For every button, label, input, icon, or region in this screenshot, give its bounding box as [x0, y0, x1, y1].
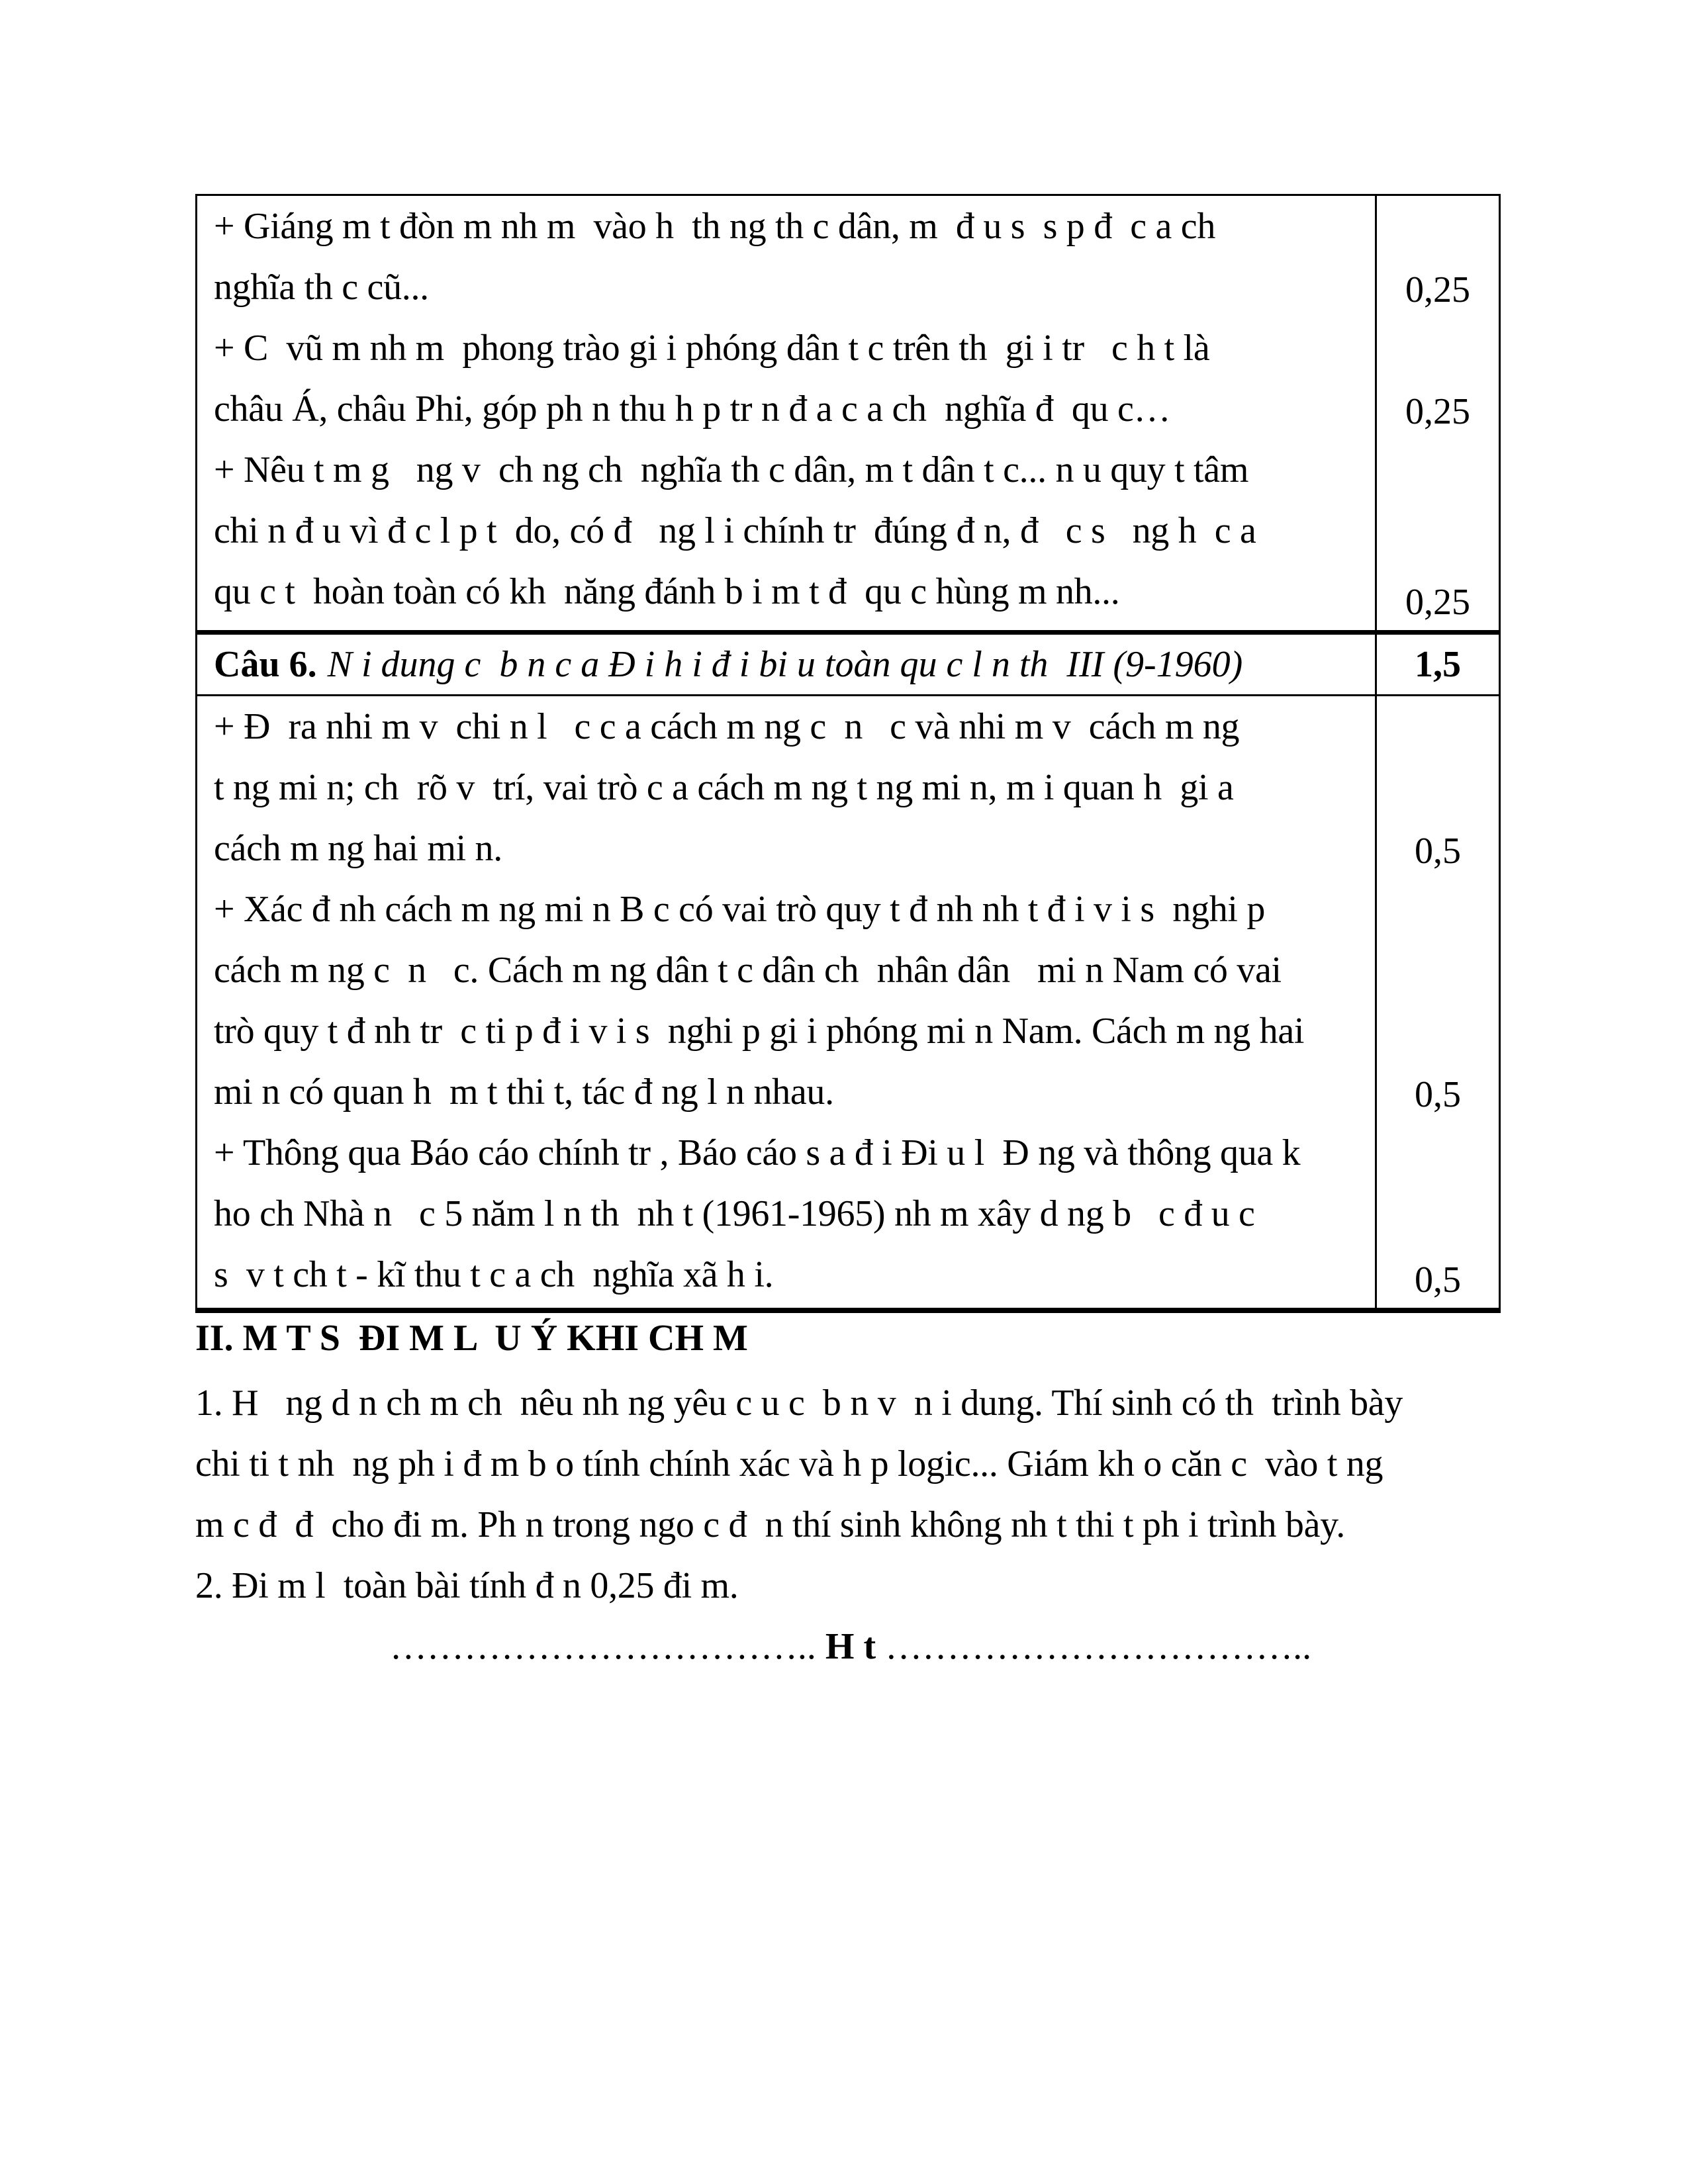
score-cell [1375, 696, 1499, 879]
answer-line: + Thông qua Báo cáo chính tr , Báo cáo s a đ i Đi u l Đ ng và thông qua k [214, 1132, 1301, 1173]
answer-text-cell [197, 1122, 1375, 1308]
answer-line: + C vũ m nh m phong trào gi i phóng dân t c trên th gi i tr c h t là [214, 328, 1210, 369]
grading-notes-section [195, 1312, 1506, 1677]
answer-line: trò quy t đ nh tr c ti p đ i v i s nghi p gi i phóng mi n Nam. Cách m ng hai [214, 1011, 1305, 1052]
question-total-score: 1,5 [1415, 644, 1461, 685]
answer-line: + Đ ra nhi m v chi n l c c a cách m ng c n c và nhi m v cách m ng [214, 706, 1240, 747]
score-value: 0,25 [1405, 582, 1470, 623]
question-header-row [197, 630, 1499, 696]
answer-line: châu Á, châu Phi, góp ph n thu h p tr n đ a c a ch nghĩa đ qu c… [214, 388, 1171, 430]
score-cell [1375, 439, 1499, 630]
score-value: 0,25 [1405, 391, 1470, 432]
score-cell [1375, 635, 1499, 694]
answer-text-cell [197, 879, 1375, 1122]
dots-left: …………………………….. [389, 1626, 816, 1667]
note-line: chi ti t nh ng ph i đ m b o tính chính xác và h p logic... Giám kh o căn c vào t ng [195, 1443, 1383, 1484]
score-cell [1375, 318, 1499, 439]
note-line: 2. Đi m l toàn bài tính đ n 0,25 đi m. [195, 1565, 739, 1606]
table-row [197, 1122, 1499, 1308]
answer-line: nghĩa th c cũ... [214, 267, 429, 308]
score-value: 0,5 [1415, 1074, 1461, 1115]
answer-text-cell [197, 439, 1375, 630]
score-value: 0,5 [1415, 831, 1461, 872]
answer-line: + Nêu t m g ng v ch ng ch nghĩa th c dân, m t dân t c... n u quy t tâm [214, 449, 1249, 490]
question-header-cell [197, 635, 1375, 694]
question-number: Câu 6. [214, 644, 317, 685]
answer-line: cách m ng c n c. Cách m ng dân t c dân ch nhân dân mi n Nam có vai [214, 950, 1282, 991]
score-cell [1375, 196, 1499, 318]
question-title: N i dung c b n c a Đ i h i đ i bi u toàn qu c l n th III (9-1960) [327, 644, 1243, 685]
table-row [197, 196, 1499, 318]
answer-line: t ng mi n; ch rõ v trí, vai trò c a cách m ng t ng mi n, m i quan h gi a [214, 767, 1234, 808]
answer-line: ho ch Nhà n c 5 năm l n th nh t (1961-1965) nh m xây d ng b c đ u c [214, 1193, 1255, 1234]
table-row [197, 439, 1499, 630]
score-cell [1375, 879, 1499, 1122]
table-row [197, 879, 1499, 1122]
dots-right: …………………………….. [885, 1626, 1312, 1667]
answer-text-cell [197, 696, 1375, 879]
answer-line: qu c t hoàn toàn có kh năng đánh b i m t đ qu c hùng m nh... [214, 571, 1120, 612]
answer-table [195, 194, 1501, 1313]
section-heading: II. M T S ĐI M L U Ý KHI CH M [195, 1318, 748, 1359]
score-value: 0,25 [1405, 269, 1470, 310]
score-cell [1375, 1122, 1499, 1308]
note-line: m c đ đ cho đi m. Ph n trong ngo c đ n thí sinh không nh t thi t ph i trình bày. [195, 1504, 1345, 1545]
answer-line: mi n có quan h m t thi t, tác đ ng l n nhau. [214, 1071, 834, 1113]
answer-line: + Xác đ nh cách m ng mi n B c có vai trò quy t đ nh nh t đ i v i s nghi p [214, 889, 1266, 930]
answer-text-cell [197, 318, 1375, 439]
table-row [197, 318, 1499, 439]
score-value: 0,5 [1415, 1259, 1461, 1300]
end-label: H t [825, 1626, 876, 1667]
answer-line: chi n đ u vì đ c l p t do, có đ ng l i chính tr đúng đ n, đ c s ng h c a [214, 510, 1256, 551]
answer-line: + Giáng m t đòn m nh m vào h th ng th c dân, m đ u s s p đ c a ch [214, 206, 1216, 247]
answer-text-cell [197, 196, 1375, 318]
note-line: 1. H ng d n ch m ch nêu nh ng yêu c u c b n v n i dung. Thí sinh có th trình bày [195, 1383, 1403, 1424]
answer-line: s v t ch t - kĩ thu t c a ch nghĩa xã h i. [214, 1254, 774, 1295]
notes-body [195, 1373, 1506, 1677]
answer-line: cách m ng hai mi n. [214, 828, 502, 869]
table-row [197, 696, 1499, 879]
end-of-document-line [195, 1616, 1506, 1677]
